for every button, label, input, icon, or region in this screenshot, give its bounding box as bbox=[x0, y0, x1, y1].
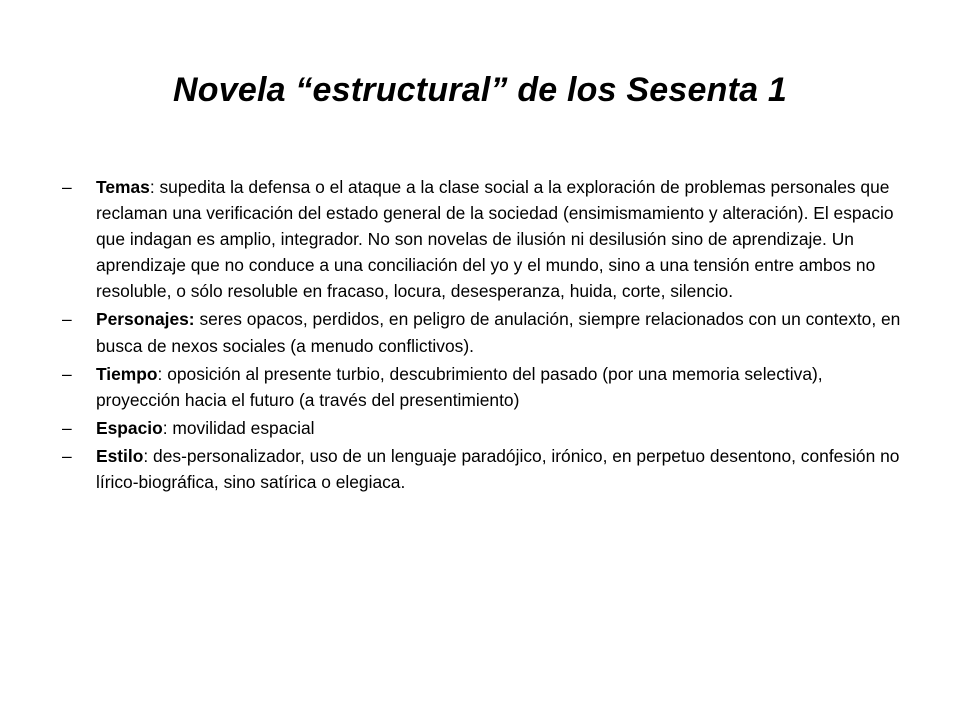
bullet-label: Tiempo bbox=[96, 363, 158, 384]
bullet-body: supedita la defensa o el ataque a la clase social a la exploración de problemas personales que reclaman una verificación del estado general de la sociedad (ensimismamiento y alteración). El espacio que indagan es amplio, integrador. No son novelas de ilusión ni desilusión sino de aprendizaje. Un aprendizaje que no conduce a una conciliación del yo y el mundo, sino a una tensión entre ambos no resoluble, o sólo resoluble en fracaso, locura, desesperanza, huida, corte, silencio. bbox=[96, 177, 894, 302]
bullet-item-personajes bbox=[62, 306, 904, 358]
bullet-dash: – bbox=[62, 363, 72, 384]
bullet-text bbox=[96, 361, 904, 413]
bullet-label: Temas bbox=[96, 177, 150, 197]
bullet-text bbox=[96, 443, 904, 495]
bullet-item-espacio bbox=[62, 415, 904, 441]
bullet-dash: – bbox=[62, 417, 72, 438]
bullet-text bbox=[96, 306, 904, 358]
bullet-label: Personajes: bbox=[96, 309, 195, 330]
bullet-body: seres opacos, perdidos, en peligro de anulación, siempre relacionados con un contexto, en busca de nexos sociales (a menudo conflictivos). bbox=[96, 309, 901, 356]
slide-title: Novela “estructural” de los Sesenta 1 bbox=[173, 71, 787, 109]
bullet-body: oposición al presente turbio, descubrimiento del pasado (por una memoria selectiva), proyección hacia el futuro (a través del presentimiento) bbox=[96, 363, 823, 410]
bullet-separator: : bbox=[149, 177, 155, 197]
bullet-item-estilo bbox=[62, 443, 904, 495]
bullet-text bbox=[96, 415, 904, 441]
bullet-item-temas bbox=[62, 174, 904, 304]
bullet-body: des-personalizador, uso de un lenguaje paradójico, irónico, en perpetuo desentono, confesión no lírico-biográfica, sino satírica o elegiaca. bbox=[96, 445, 900, 493]
bullet-text bbox=[96, 174, 904, 304]
bullet-separator: : bbox=[143, 445, 149, 466]
bullet-item-tiempo bbox=[62, 361, 904, 413]
bullet-separator: : bbox=[157, 363, 163, 384]
bullet-label: Espacio bbox=[96, 417, 163, 438]
bullet-separator: : bbox=[162, 417, 168, 438]
bullet-dash: – bbox=[62, 309, 72, 330]
bullet-list bbox=[62, 174, 904, 497]
bullet-label: Estilo bbox=[96, 445, 144, 466]
bullet-dash: – bbox=[62, 177, 72, 197]
bullet-dash: – bbox=[62, 445, 72, 466]
bullet-body: movilidad espacial bbox=[167, 417, 315, 438]
